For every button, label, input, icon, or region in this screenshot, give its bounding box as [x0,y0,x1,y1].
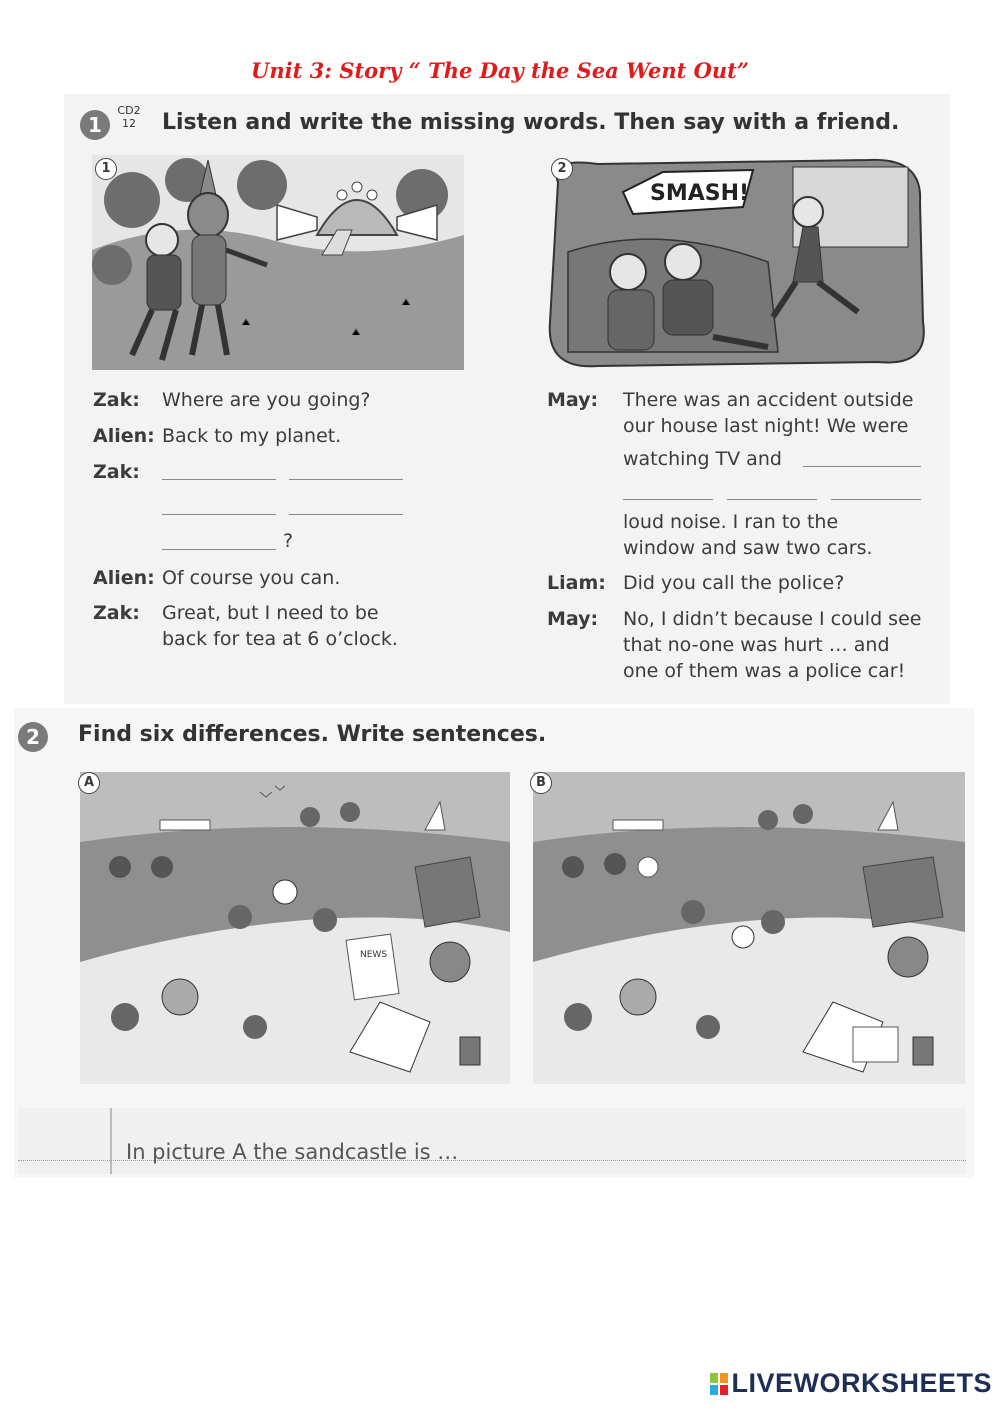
dialogue-line: one of them was a police car! [623,660,906,682]
question-mark: ? [283,530,294,552]
answer-blank[interactable] [289,514,403,515]
exercise-1-badge: 1 [80,110,110,140]
dialogue-line: There was an accident outside [623,389,914,411]
liveworksheets-mark-icon [710,1373,728,1395]
answer-blank[interactable] [831,499,921,500]
dialogue-line: No, I didn’t because I could see [623,608,922,630]
answer-blank[interactable] [623,499,713,500]
dialogue-line: Back to my planet. [162,425,342,447]
speaker-alien: Alien: [93,425,155,447]
smash-caption: SMASH! [650,181,750,206]
speaker-may: May: [547,389,599,411]
answer-blank[interactable] [727,499,817,500]
speaker-alien: Alien: [93,567,155,589]
exercise-1-instruction: Listen and write the missing words. Then say with a friend. [162,110,900,135]
answer-blank[interactable] [162,549,276,550]
example-sentence: In picture A the sandcastle is … [126,1140,459,1164]
worksheet-title: Unit 3: Story “ The Day the Sea Went Out” [251,58,749,83]
picture-2-number: 2 [551,158,573,180]
answer-blank[interactable] [803,466,921,467]
answer-blank[interactable] [162,514,276,515]
picture-a-label: A [78,772,100,794]
dialogue-line: Of course you can. [162,567,341,589]
cd-track: 12 [122,117,136,130]
dialogue-line: window and saw two cars. [623,537,873,559]
newspaper-text: NEWS [360,950,388,960]
speaker-liam: Liam: [547,572,606,594]
exercise-2-instruction: Find six differences. Write sentences. [78,722,547,747]
cd-track-label [110,104,148,130]
dialogue-line: Where are you going? [162,389,371,411]
picture-1-number: 1 [95,158,117,180]
cd-label: CD2 [117,104,141,117]
accident-living-room-illustration [538,152,930,372]
beach-picture-b [533,772,965,1084]
dialogue-line: loud noise. I ran to the [623,511,839,533]
dialogue-line: our house last night! We were [623,415,909,437]
dialogue-line: that no-one was hurt … and [623,634,890,656]
beach-picture-a [80,772,510,1084]
dialogue-line: watching TV and [623,448,782,470]
speaker-zak: Zak: [93,602,140,624]
brand-name: LIVEWORKSHEETS [731,1368,992,1398]
speaker-zak: Zak: [93,461,140,483]
dialogue-line: Did you call the police? [623,572,845,594]
alien-spaceship-illustration [92,155,464,370]
picture-b-label: B [530,772,552,794]
speaker-zak: Zak: [93,389,140,411]
dialogue-line: Great, but I need to be [162,602,379,624]
margin-line [110,1108,112,1174]
answer-blank[interactable] [162,479,276,480]
speaker-may: May: [547,608,599,630]
exercise-2-badge: 2 [18,722,48,752]
liveworksheets-logo [710,1368,992,1399]
answer-blank[interactable] [289,479,403,480]
dialogue-line: back for tea at 6 o’clock. [162,628,398,650]
